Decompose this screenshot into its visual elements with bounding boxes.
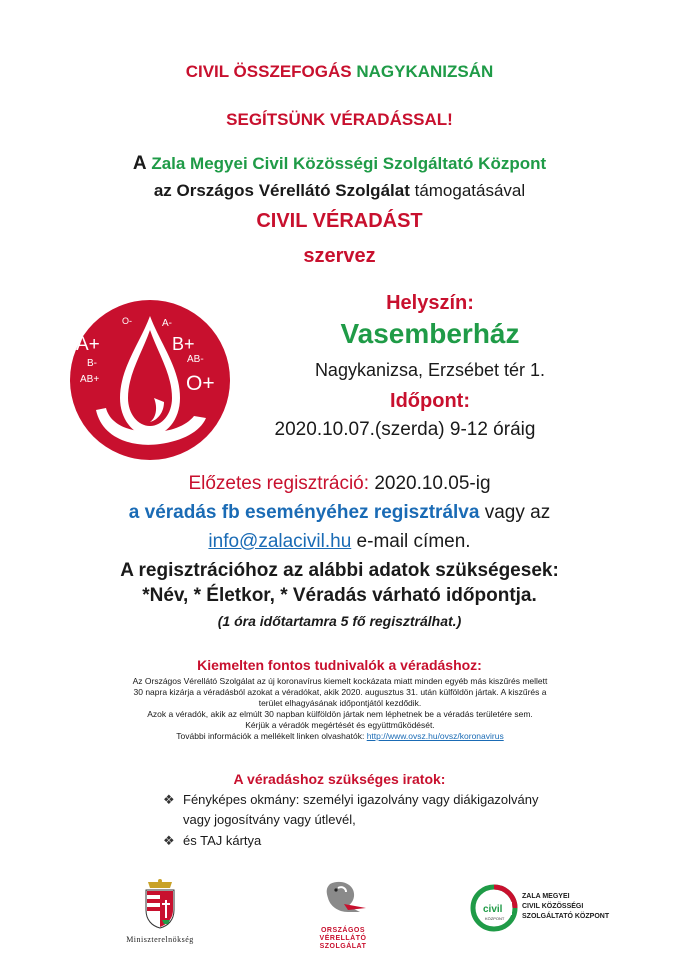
organizer-article: A — [132, 153, 147, 174]
blood-type-a-pos: A+ — [76, 334, 100, 355]
important-line: Az Országos Vérellátó Szolgálat az új koronavírus kiemelt kockázata miatt minden egyéb más kiszűrés mellett — [132, 676, 548, 686]
coat-of-arms-icon — [112, 878, 208, 930]
civil-center-line: SZOLGÁLTATÓ KÖZPONT — [522, 913, 610, 920]
ovsz-logo — [308, 878, 378, 950]
registration-note: (1 óra időtartamra 5 fő regisztrálhat.) — [217, 613, 462, 629]
title-line-2: SEGÍTSÜNK VÉRADÁSSAL! — [226, 110, 453, 129]
more-info-line — [70, 731, 610, 742]
ministry-logo — [112, 878, 208, 948]
document-item — [163, 792, 539, 808]
ovsz-caption-line: SZOLGÁLAT — [319, 943, 367, 950]
registration-label: Előzetes regisztráció: — [188, 473, 370, 494]
diamond-bullet-icon: ❖ — [163, 833, 175, 848]
ovsz-link[interactable]: http://www.ovsz.hu/ovsz/koronavirus — [366, 731, 504, 741]
ovsz-caption-line: ORSZÁGOS — [320, 927, 366, 934]
important-line: Kérjük a véradók megértését és együttműködését. — [245, 720, 435, 730]
time-label: Időpont: — [390, 390, 470, 412]
title-civil: CIVIL ÖSSZEFOGÁS — [185, 62, 352, 81]
registration-deadline — [0, 473, 679, 495]
event-title: CIVIL VÉRADÁST — [256, 210, 423, 232]
civil-circle-icon — [470, 884, 518, 932]
email-suffix: e-mail címen. — [356, 531, 471, 552]
event-verb: szervez — [303, 245, 376, 267]
registration-fb-line — [0, 502, 679, 524]
ovsz-caption-line: VÉRELLÁTÓ — [319, 935, 367, 942]
support-org: az Országos Vérellátó Szolgálat — [153, 181, 410, 200]
document-item-text: és TAJ kártya — [183, 833, 262, 848]
support-line — [0, 181, 679, 201]
pelican-icon — [308, 878, 378, 922]
blood-type-o-neg: O- — [122, 316, 132, 326]
document-item-cont: vagy jogosítvány vagy útlevél, — [183, 812, 356, 827]
required-fields: *Név, * Életkor, * Véradás várható időpontja. — [142, 585, 537, 606]
location-address: Nagykanizsa, Erzsébet tér 1. — [314, 360, 546, 380]
blood-drop-logo — [62, 298, 238, 463]
civil-center-line: ZALA MEGYEI — [522, 893, 570, 900]
support-text: támogatásával — [414, 181, 526, 200]
blood-type-ab-pos: AB+ — [80, 374, 100, 385]
ministry-caption: Miniszterelnökség — [126, 935, 194, 944]
blood-type-b-neg: B- — [87, 358, 97, 369]
civil-center-text — [522, 892, 609, 922]
civil-center-line: CIVIL KÖZÖSSÉGI — [522, 903, 584, 910]
time-value: 2020.10.07.(szerda) 9-12 óráig — [274, 419, 536, 440]
important-body — [70, 676, 610, 742]
important-line: 30 napra kizárja a véradásból azokat a véradókat, akik 2020. augusztus 31. után külföldön jártak. A kiszűrés a — [133, 687, 547, 697]
civil-mark: civil — [483, 904, 503, 915]
blood-type-a-neg: A- — [162, 318, 172, 329]
title-city: NAGYKANIZSÁN — [356, 62, 494, 81]
important-title: Kiemelten fontos tudnivalók a véradáshoz: — [197, 657, 482, 673]
organizer-name: Zala Megyei Civil Közösségi Szolgáltató Központ — [151, 154, 547, 173]
more-info-text: További információk a mellékelt linken olvashatók: — [176, 731, 365, 741]
ovsz-caption — [308, 927, 378, 951]
blood-type-b-pos: B+ — [172, 334, 195, 354]
blood-type-ab-neg: AB- — [187, 354, 204, 365]
location-name: Vasemberház — [340, 318, 520, 349]
documents-title: A véradáshoz szükséges iratok: — [233, 771, 446, 787]
organizer-line — [0, 153, 679, 175]
fb-event-link[interactable]: a véradás fb eseményéhez regisztrálva — [128, 502, 480, 523]
diamond-bullet-icon: ❖ — [163, 792, 175, 807]
location-label: Helyszín: — [386, 292, 474, 314]
registration-email-line — [0, 531, 679, 553]
civil-mark-sub: KÖZPONT — [485, 916, 505, 921]
fb-suffix: vagy az — [484, 502, 551, 523]
document-item-text: Fényképes okmány: személyi igazolvány vagy diákigazolvány — [183, 792, 539, 807]
important-line: Azok a véradók, akik az elmúlt 30 napban külföldön jártak nem léphetnek be a véradás területére sem. — [147, 709, 533, 719]
document-item — [163, 833, 261, 849]
registration-date: 2020.10.05-ig — [374, 473, 491, 494]
email-link[interactable]: info@zalacivil.hu — [208, 531, 352, 552]
civil-center-logo — [470, 884, 635, 934]
required-data-line: A regisztrációhoz az alábbi adatok szükségesek: — [120, 560, 559, 581]
title-line-1 — [0, 62, 679, 82]
blood-type-o-pos: O+ — [186, 372, 215, 395]
important-line: terület elhagyásának időpontjától kezdődik. — [258, 698, 422, 708]
